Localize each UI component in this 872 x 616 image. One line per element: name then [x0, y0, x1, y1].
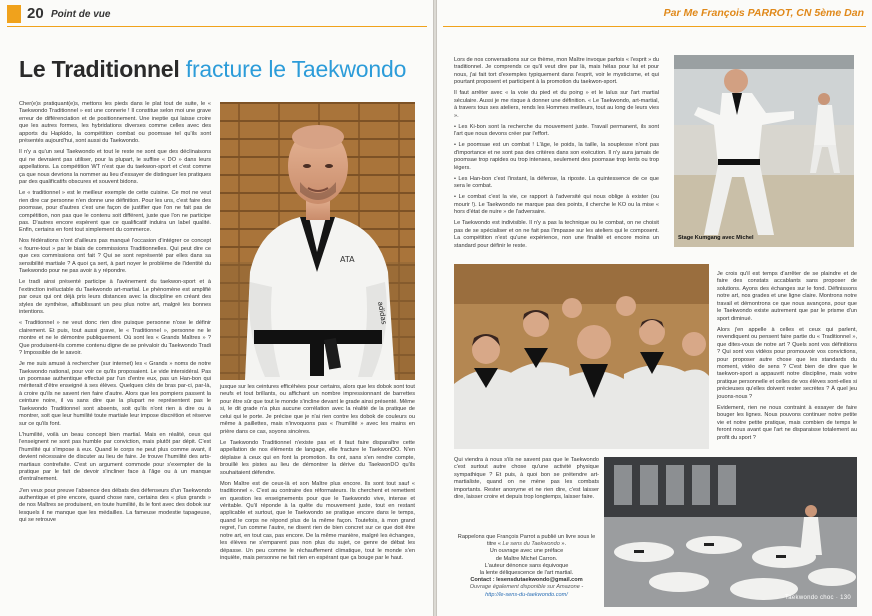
bullet-item: • Les Han-bon c'est l'instant, la défense, la riposte. La quintessence de ce que sera le combat.: [454, 175, 659, 190]
article-column-3: [454, 57, 659, 254]
promo-line: Un ouvrage avec une préface: [489, 548, 564, 555]
article-column-5: [717, 271, 857, 446]
book-title: Le sens du Taekwondo: [502, 541, 560, 548]
paragraph: Il n'y a qu'un seul Taekwondo et tout le reste ne sont que des déclinaisons qui ne devraient pas utiliser, pour la plupart, le suffixe « DO » dans leurs appellations. La compétition WT n'est que du taekwon-sport et c'est comme ça que nous devrions la nommer au lieu d'essayer de distinguer les pratiques par des qualificatifs obscures et souvent bidons.: [19, 149, 211, 186]
article-title: [19, 56, 406, 83]
group-photo: [454, 264, 709, 449]
bullet-item: • Le poomsae est un combat ! L'âge, le poids, la taille, la souplesse n'ont pas d'importance et ne sont pas des critères dans son exécution. Il n'y aura jamais de poomsae trop rapides ou trop intenses, seulement des poomsae trop lents ou trop légers.: [454, 142, 659, 171]
bullet-item: • Les Ki-bon sont la recherche du mouvement juste. Travail permanent, ils sont l'art que nous devons créer par l'effort.: [454, 123, 659, 138]
paragraph: Qui viendra à nous s'ils ne savent pas que le Taekwondo c'est surtout autre chose qu'une activité physique sympathique ? Et puis, à quoi bon se prétendre art-martialiste, quand on ne mène pas les combats importants. Rester anonyme et ne rien dire, c'est laisser dire, laisser croire et depuis trop longtemps, laisser faire.: [454, 457, 599, 501]
paragraph: L'humilité, voilà un beau concept bien martial. Mais en réalité, ceux qui l'enseignent ne sont pas humble par conviction, mais plutôt par dépit. C'est l'humilité qui s'impose à eux. Quand le corps ne peut plus comme avant, il devient nécessaire de discuter au lieu de faire. Je trouve l'humilité des arts-martiaux contrefaite. C'est un argument commode pour s'exempter de la pratique par le fait de devoir s'incliner face à l'âge ou à un manque d'entraînement.: [19, 431, 211, 483]
promo-line: Rappelons que François Parrot a publié un livre sous le titre « Le sens du Taekwondo ».: [457, 534, 596, 548]
paragraph: Alors j'en appelle à celles et ceux qui parlent, revendiquent ou pensent faire partie du « Traditionnel », que dites-vous de notre art ? Quels sont vos définitions ? Qui sont vos vidéos pour promouvoir vos convictions, pour proposer autre chose que les standards du moment, vidéo de sens ? C'est bien de dire que le taekwon-sport a appauvrit notre discipline, mais votre pratique personnelle et celles de vos élèves sont-elles si précieuses qu'elles doivent rester secrètes ? À quel jeu jouons-nous ?: [717, 326, 857, 400]
title-part-2: fracture le Taekwondo: [185, 56, 407, 82]
section-rubric: Point de vue: [51, 9, 111, 20]
page-number: 20: [27, 5, 44, 22]
paragraph: Le tradi ainsi présenté participe à l'avènement du taekwon-sport et à l'extinction inéluctable du Taekwondo art-martial. Le phénomène est amplifié par ceux qui ont déjà pris leurs distances avec la discipline en créant des styles de synthèse, affaiblissant un peu plus notre art, malgré les bonnes intentions.: [19, 279, 211, 316]
portrait-photo: [220, 102, 415, 380]
paragraph: Lors de nos conversations sur ce thème, mon Maître invoque parfois « l'esprit » du traditionnel. Je comprends ce qu'il veut dire par là, mais hélas pour lui et pour nous, j'ai fait tort d'exemples typiquement dans l'esprit, voir le mysticisme, et qui pourtant proposent et participent à la promotion du taekwon-sport.: [454, 57, 659, 86]
portrait-illustration: [220, 102, 415, 380]
paragraph: Nos fédérations n'ont d'ailleurs pas manqué l'occasion d'intégrer ce concept « fourre-tout » par le biais de commissions Traditionnelles. Qui peut dire ce que ces commissions ont fait ? Qui se sont représenté par elles dans sa sensibilité martiale ? A quoi ça sert, à part noyer le problème de l'identité du Taekwondo pour ne pas avoir à y répondre.: [19, 238, 211, 275]
group-illustration: [454, 264, 709, 449]
paragraph: jusque sur les ceintures efficéhées pour certains, alors que les dobok sont tout neufs et tout brillants, ou affichant un nombre impressionnant de barrettes pour être sûr que tout le monde s'incline devant le grade ainsi présenté. Même si, le dit grade n'a plus aucune corrélation avec la réalité de la pratique de celui qui le porte. Je précise que je n'ai rien contre les dobok de couleurs ou même à paillettes, mais n'invoquons pas « l'humilité » avec les mains en prière dans ce cas, soyons sincères.: [220, 384, 415, 435]
article-column-4: [454, 457, 599, 505]
header-rule: [443, 26, 866, 27]
stage-illustration: [674, 55, 854, 247]
paragraph: « Traditionnel » ne veut donc rien dire puisque personne n'ose le définir clairement. Et puis, tout aussi grave, le « Traditionnel », personne ne le montre et ne le démontre publiquement. Où sont les « Grands Maîtres » ? Que produisent-ils comme contenu digne de se prévaloir du Taekwondo Tradi ? Impossible de le savoir.: [19, 320, 211, 357]
svg-text:adidas: adidas: [376, 300, 388, 326]
article-column-1: [19, 101, 211, 528]
website-link[interactable]: http://le-sens-du-taekwondo.com/: [485, 591, 568, 598]
left-page: [0, 0, 433, 616]
paragraph: Le Taekwondo Traditionnel n'existe pas et il faut faire disparaître cette appellation de nos éléments de langage, elle fracture le TaekwonDO. N'en déplaise à ceux qui en font la promotion. Ils ont, sans s'en rendre compte, brouillé les pistes au lieu de démontrer la dérive du TaekwonDO qu'ils souhaitaient défendre.: [220, 439, 415, 476]
title-part-1: Le Traditionnel: [19, 56, 186, 82]
folio-marker: [7, 5, 21, 23]
header-rule: [7, 26, 427, 27]
book-promo: [454, 534, 599, 599]
promo-line: de Maître Michel Carron.: [495, 555, 558, 562]
paragraph: J'en veux pour preuve l'absence des débats des défenseurs d'un Taekwondo authentique et pire encore, quand chose rare, certains des « plus grands » de nos Maîtres se produisent, en toute humilité, ils le font avec des dobok sur lesquels il ne manque que les médailles. La fameuse modestie tapageuse, qui se retrouve: [19, 487, 211, 524]
paragraph: Je me suis amusé à rechercher (sur internet) les « Grands » noms de notre Taekwondo national, pour voir ce qu'ils proposaient. Le vide intersidéral. Pas un poomsae authentique effectué par l'un d'entre eux, pas un Han-bon qui mériterait d'être enseigné à ses élèves. Quelques clés de bras par-ci, par-là, à croire qu'ils ne savent rien faire d'autre. Alors que les pompiers passent la ceinture noire, il va sans dire que la plupart ne représentent pas le Taekwondo Traditionnel sont absents, soit qu'ils n'ont rien à dire ou à montrer, soit que leur humilité toute martiale leur impose discrétion et réserve sur ce qu'ils font.: [19, 361, 211, 427]
photo-caption: Stage Kumgang avec Michel: [678, 235, 754, 241]
contact-email[interactable]: Contact : lesensdutaekwondo@gmail.com: [470, 577, 583, 584]
right-page: [437, 0, 872, 616]
paragraph: Evidement, rien ne nous contraint à essayer de faire bouger les lignes. Nous pouvons continuer notre petite vie et notre petite pratique, mais combien de temps le feront nous avant que l'art ne disparaisse totalement au profit du sport ?: [717, 404, 857, 441]
amazon-note: Ouvrage également disponible sur Amazone -: [469, 584, 584, 591]
promo-line: la lente déliquescence de l'art martial.: [479, 570, 574, 577]
paragraph: Le « traditionnel » est le meilleur exemple de cette cuisine. Ce mot ne veut rien dire car personne n'en donne une définition. Pour les uns, c'est faire des poomsae, pour d'autres c'est une façon de justifier que l'on ne fait pas de compétition, non pas que le contenu soit différent, juste que l'on ne participe pas. D'autres encore espèrent que ce qualificatif induira un label qualité. Enfin, certains en font tout simplement du commerce.: [19, 190, 211, 234]
paragraph: Le Taekwondo est indivisible. Il n'y a pas la technique ou le combat, on ne choisit pas de se spécialiser et on ne fait pas l'impasse sur les ateliers qui le composent. La compétition n'est qu'une expérience, non une finalité et encore moins un standard pour définir le reste.: [454, 220, 659, 249]
stage-kumgang-photo: [674, 55, 854, 247]
paragraph: Mon Maître est de ceux-là et son Maître plus encore. Ils sont tout sauf « traditionnel ». C'est au contraire des réformateurs. Ils cherchent et remettent en question les enseignements pour que le Taekwondo vive, intense et véritable. Qu'il réponde à la quête du mouvement juste, tout en restant applicable et surtout, que le Taekwondo se pratique encore dans le temps, quand le corps ne répond plus de la même façon. Toutefois, à mon grand regret, l'un comme l'autre, ne disent rien de bien concret sur ce que doit être notre art, en tout cas, pas encore. De la même manière, malgré les échanges, les élèves ne s'emparent pas non plus du sujet, ce genre de débat les dépasse. Un peu comme le réchauffement climatique, tout le monde s'en inquiète, mais personne ne fait rien en espérant que ça bouge par le haut.: [220, 480, 415, 562]
bullet-item: • Le combat c'est la vie, ce rapport à l'adversité qui nous oblige à exister (ou mourir !). Le Taekwondo ne marque pas des points, il cherche le KO ou la mise « hors d'état de nuire » de l'adversaire.: [454, 194, 659, 216]
page-footer: Taekwondo choc · 130: [784, 595, 851, 601]
dojang-illustration: [604, 457, 857, 607]
paragraph: Je crois qu'il est temps d'arrêter de se plaindre et de faire des constats accablants sans proposer de solutions. Ayons des échanges sur le fond. Définissons notre art, nos grades et une ligne claire. Montrons notre travail et démontrons ce que nous avançons, pour que le Taekwondo existe autrement que par le prisme d'un sport diminué.: [717, 271, 857, 322]
article-column-2: [220, 384, 415, 566]
dojang-photo: [604, 457, 857, 607]
promo-line: L'auteur dénonce sans équivoque: [484, 562, 569, 569]
paragraph: Il faut arrêter avec « la voie du pied et du poing » et le laïus sur l'art martial séculaire. Aussi je me risque à donner une définition. « Le Taekwondo, art-martial, à travers tous ses ateliers, rends les Hommes meilleurs, tout au long de leurs vies ».: [454, 90, 659, 119]
author-byline: Par Me François PARROT, CN 5ème Dan: [663, 7, 864, 19]
paragraph: Cher(e)s pratiquant(e)s, mettons les pieds dans le plat tout de suite, le « Taekwondo Traditionnel » est une connerie ! Il constitue selon moi une grave erreur de différenciation et de positionnement. Une ineptie qui laisse croire que les autres formes, les hybridations diverses comme celles avec des apports du Hapkido, la compétition combat ou poomsae tel qu'ils sont présentés aujourd'hui, sont aussi du Taekwondo.: [19, 101, 211, 145]
svg-text:ATA: ATA: [340, 255, 355, 264]
